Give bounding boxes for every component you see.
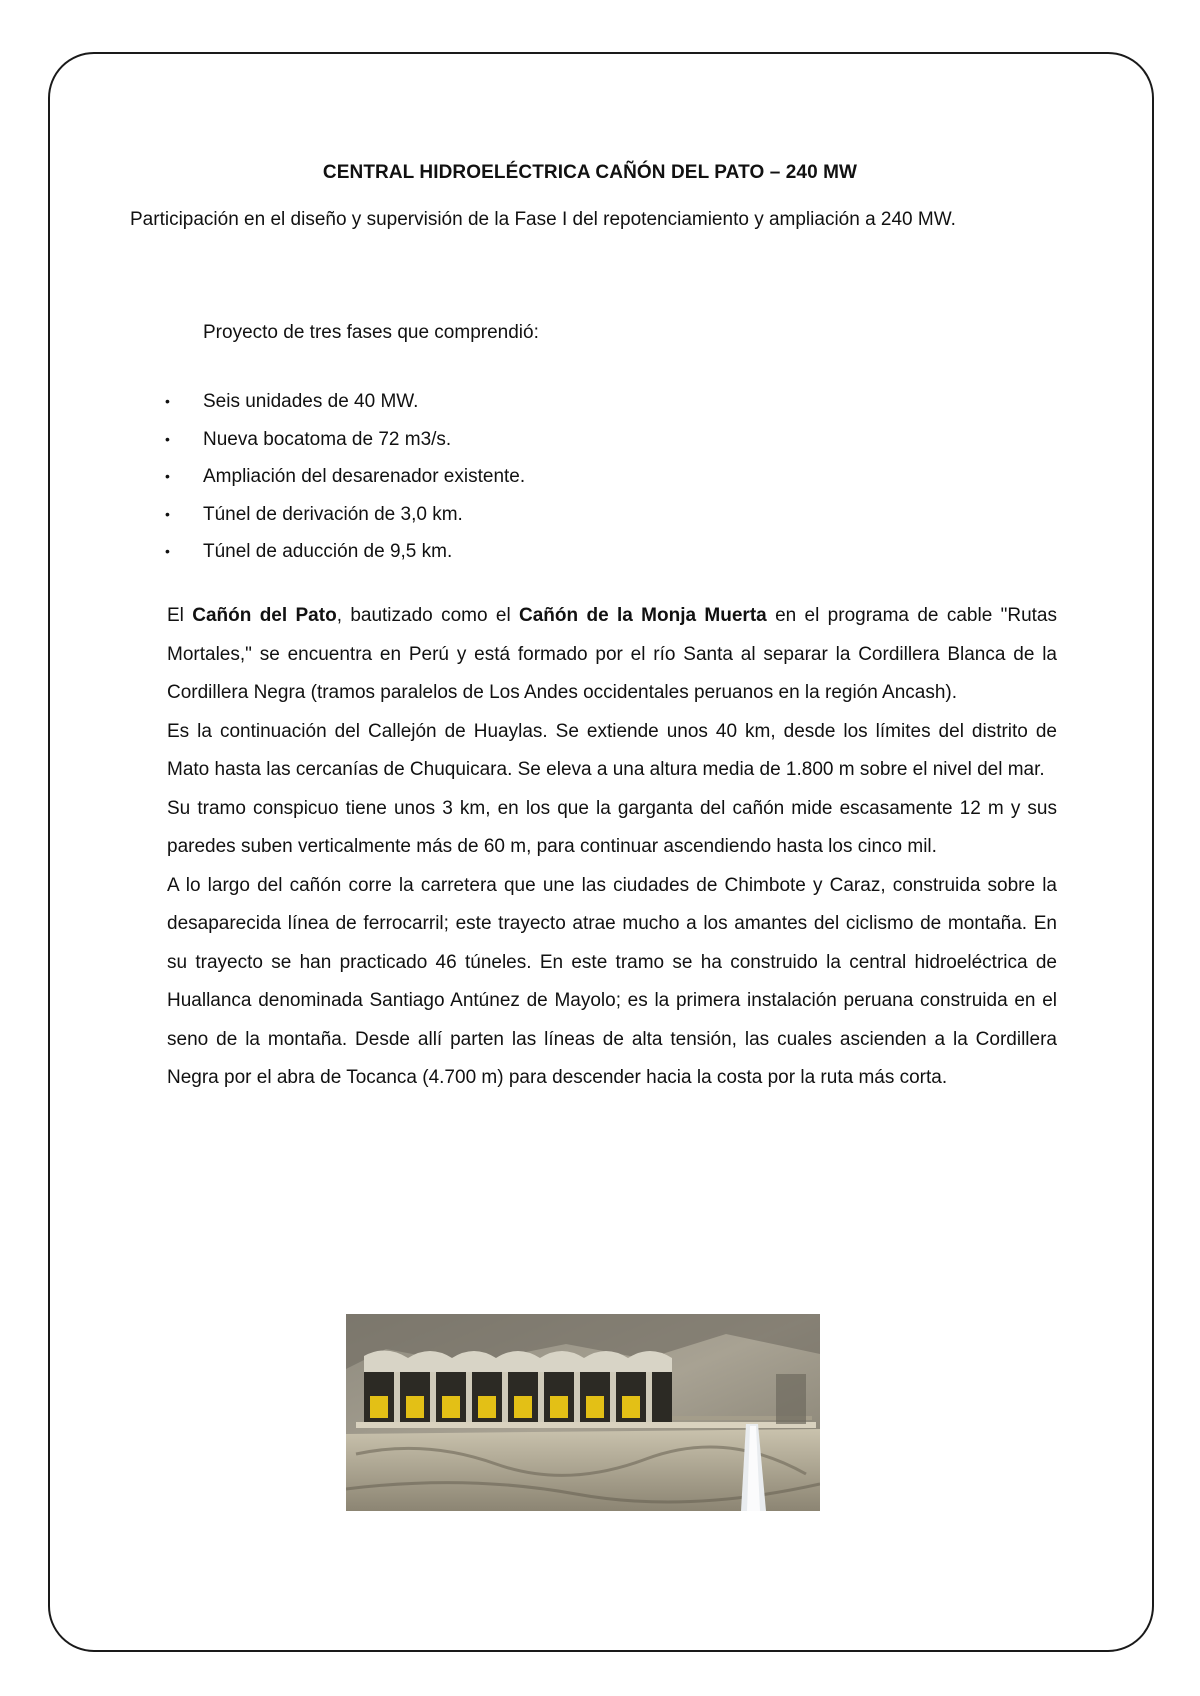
list-item-text: Túnel de derivación de 3,0 km.: [203, 503, 463, 525]
scope-list: [165, 383, 525, 571]
list-item: [165, 533, 525, 571]
powerhouse-photo: [346, 1314, 820, 1511]
bullet-icon: •: [165, 468, 170, 484]
document-title: CENTRAL HIDROELÉCTRICA CAÑÓN DEL PATO – 240 MW: [322, 162, 858, 183]
bold-term-monja-muerta: Cañón de la Monja Muerta: [519, 605, 767, 626]
list-item-text: Nueva bocatoma de 72 m3/s.: [203, 428, 452, 450]
bullet-icon: •: [165, 430, 170, 447]
bullet-icon: •: [165, 505, 170, 522]
list-item: [165, 383, 525, 421]
paragraph-4: A lo largo del cañón corre la carretera que une las ciudades de Chimbote y Caraz, construida sobre la desaparecida línea de ferrocarril; este trayecto atrae mucho a los amantes del ciclismo de montaña. En su trayecto se han practicado 46 túneles. En este tramo se ha construido la central hidroeléctrica de Huallanca denominada Santiago Antúnez de Mayolo; es la primera instalación peruana construida en el seno de la montaña. Desde allí parten las líneas de alta tensión, las cuales ascienden a la Cordillera Negra por el abra de Tocanca (4.700 m) para descender hacia la costa por la ruta más corta.: [167, 874, 1057, 1088]
bold-term-canon-del-pato: Cañón del Pato: [192, 605, 337, 626]
powerhouse-photo-illustration: [346, 1314, 820, 1511]
bullet-icon: •: [165, 393, 170, 409]
phases-lead: Proyecto de tres fases que comprendió:: [203, 322, 539, 343]
text-run: El: [167, 605, 193, 626]
text-run: en el programa de cable "Rutas Mortales," se encuentra en Perú y está formado por el río Santa al separar la Cordillera Blanca de la Cordillera Negra (tramos paralelos de Los Andes occidentales peruanos en la región Ancash).: [167, 605, 1057, 703]
paragraph-3: Su tramo conspicuo tiene unos 3 km, en los que la garganta del cañón mide escasamente 12 m y sus paredes suben verticalmente más de 60 m, para continuar ascendiendo hasta los cinco mil.: [167, 797, 1057, 857]
list-item-text: Ampliación del desarenador existente.: [203, 466, 526, 487]
list-item-text: Seis unidades de 40 MW.: [203, 391, 419, 412]
list-item-text: Túnel de aducción de 9,5 km.: [203, 541, 453, 562]
intro-paragraph: Participación en el diseño y supervisión de la Fase I del repotenciamiento y ampliación a 240 MW.: [130, 209, 956, 230]
list-item: [165, 421, 525, 459]
text-run: , bautizado como el: [336, 605, 520, 626]
bullet-icon: •: [165, 543, 170, 559]
list-item: [165, 496, 525, 534]
canyon-description: [167, 597, 1057, 1098]
paragraph-1: [167, 597, 1057, 713]
paragraph-2: Es la continuación del Callejón de Huaylas. Se extiende unos 40 km, desde los límites del distrito de Mato hasta las cercanías de Chuquicara. Se eleva a una altura media de 1.800 m sobre el nivel del mar.: [167, 720, 1057, 780]
list-item: [165, 458, 525, 496]
